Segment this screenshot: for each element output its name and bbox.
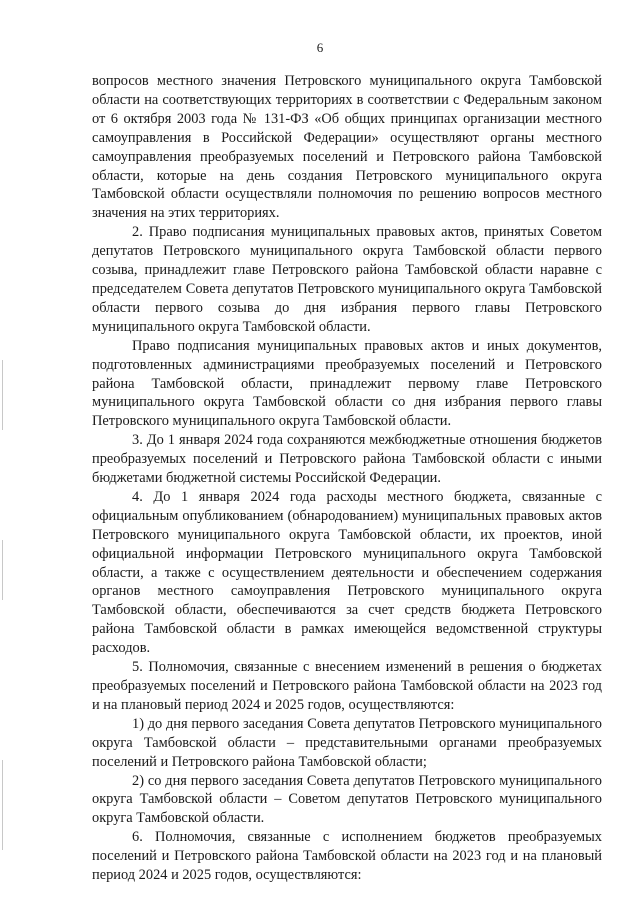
paragraph-item-2-signing: Право подписания муниципальных правовых актов и иных документов, подготовленных администрациями преобразуемых поселений и Петровского района Тамбовской области, принадлежит первому главе Петровского муниципального округа Тамбовской области со дня избрания первого главы Петровского муниципального округа Тамбовской области. bbox=[92, 337, 602, 430]
scan-margin-mark bbox=[2, 760, 3, 850]
paragraph-subitem-5-1: 1) до дня первого заседания Совета депутатов Петровского муниципального округа Тамбовской области – представительными органами преобразуемых поселений и Петровского района Тамбовской области; bbox=[92, 715, 602, 770]
paragraph-continuation: вопросов местного значения Петровского муниципального округа Тамбовской области на соответствующих территориях в соответствии с Федеральным законом от 6 октября 2003 года № 131-ФЗ «Об общих принципах организации местного самоуправления в Российской Федерации» осуществляют органы местного самоуправления преобразуемых поселений и Петровского района Тамбовской области, которые на день создания Петровского муниципального округа Тамбовской области осуществляли полномочия по решению вопросов местного значения на этих территориях. bbox=[92, 73, 602, 222]
paragraph-item-5: 5. Полномочия, связанные с внесением изменений в решения о бюджетах преобразуемых поселений и Петровского района Тамбовской области на 2023 год и на плановый период 2024 и 2025 годов, осуществляются: bbox=[92, 659, 602, 713]
scan-margin-mark bbox=[2, 360, 3, 430]
paragraph-item-6: 6. Полномочия, связанные с исполнением бюджетов преобразуемых поселений и Петровского района Тамбовской области на 2023 год и на плановый период 2024 и 2025 годов, осуществляются: bbox=[92, 829, 602, 884]
page-number: 6 bbox=[316, 40, 324, 55]
paragraph-item-2: 2. Право подписания муниципальных правовых актов, принятых Советом депутатов Петровского муниципального округа Тамбовской области первого созыва, принадлежит главе Петровского района Тамбовской области наравне с председателем Совета депутатов Петровского муниципального округа Тамбовской области первого созыва до дня избрания первого главы Петровского муниципального округа Тамбовской области. bbox=[92, 224, 602, 335]
paragraph-subitem-5-2: 2) со дня первого заседания Совета депутатов Петровского муниципального округа Тамбовской области – Советом депутатов Петровского муниципального округа Тамбовской области. bbox=[92, 772, 602, 827]
paragraph-item-3: 3. До 1 января 2024 года сохраняются межбюджетные отношения бюджетов преобразуемых поселений и Петровского района Тамбовской области с иными бюджетами бюджетной системы Российской Федерации. bbox=[92, 432, 602, 487]
paragraph-item-4: 4. До 1 января 2024 года расходы местного бюджета, связанные с официальным опубликованием (обнародованием) муниципальных правовых актов Петровского муниципального округа Тамбовской области, их проектов, иной официальной информации Петровского муниципального округа Тамбовской области, а также с осуществлением деятельности и обеспечением содержания органов местного самоуправления Петровского муниципального округа Тамбовской области, обеспечиваются за счет средств бюджета Петровского района Тамбовской области в рамках имеющейся ведомственной структуры расходов. bbox=[92, 488, 602, 657]
document-body bbox=[92, 72, 602, 885]
scan-margin-mark bbox=[2, 540, 3, 600]
